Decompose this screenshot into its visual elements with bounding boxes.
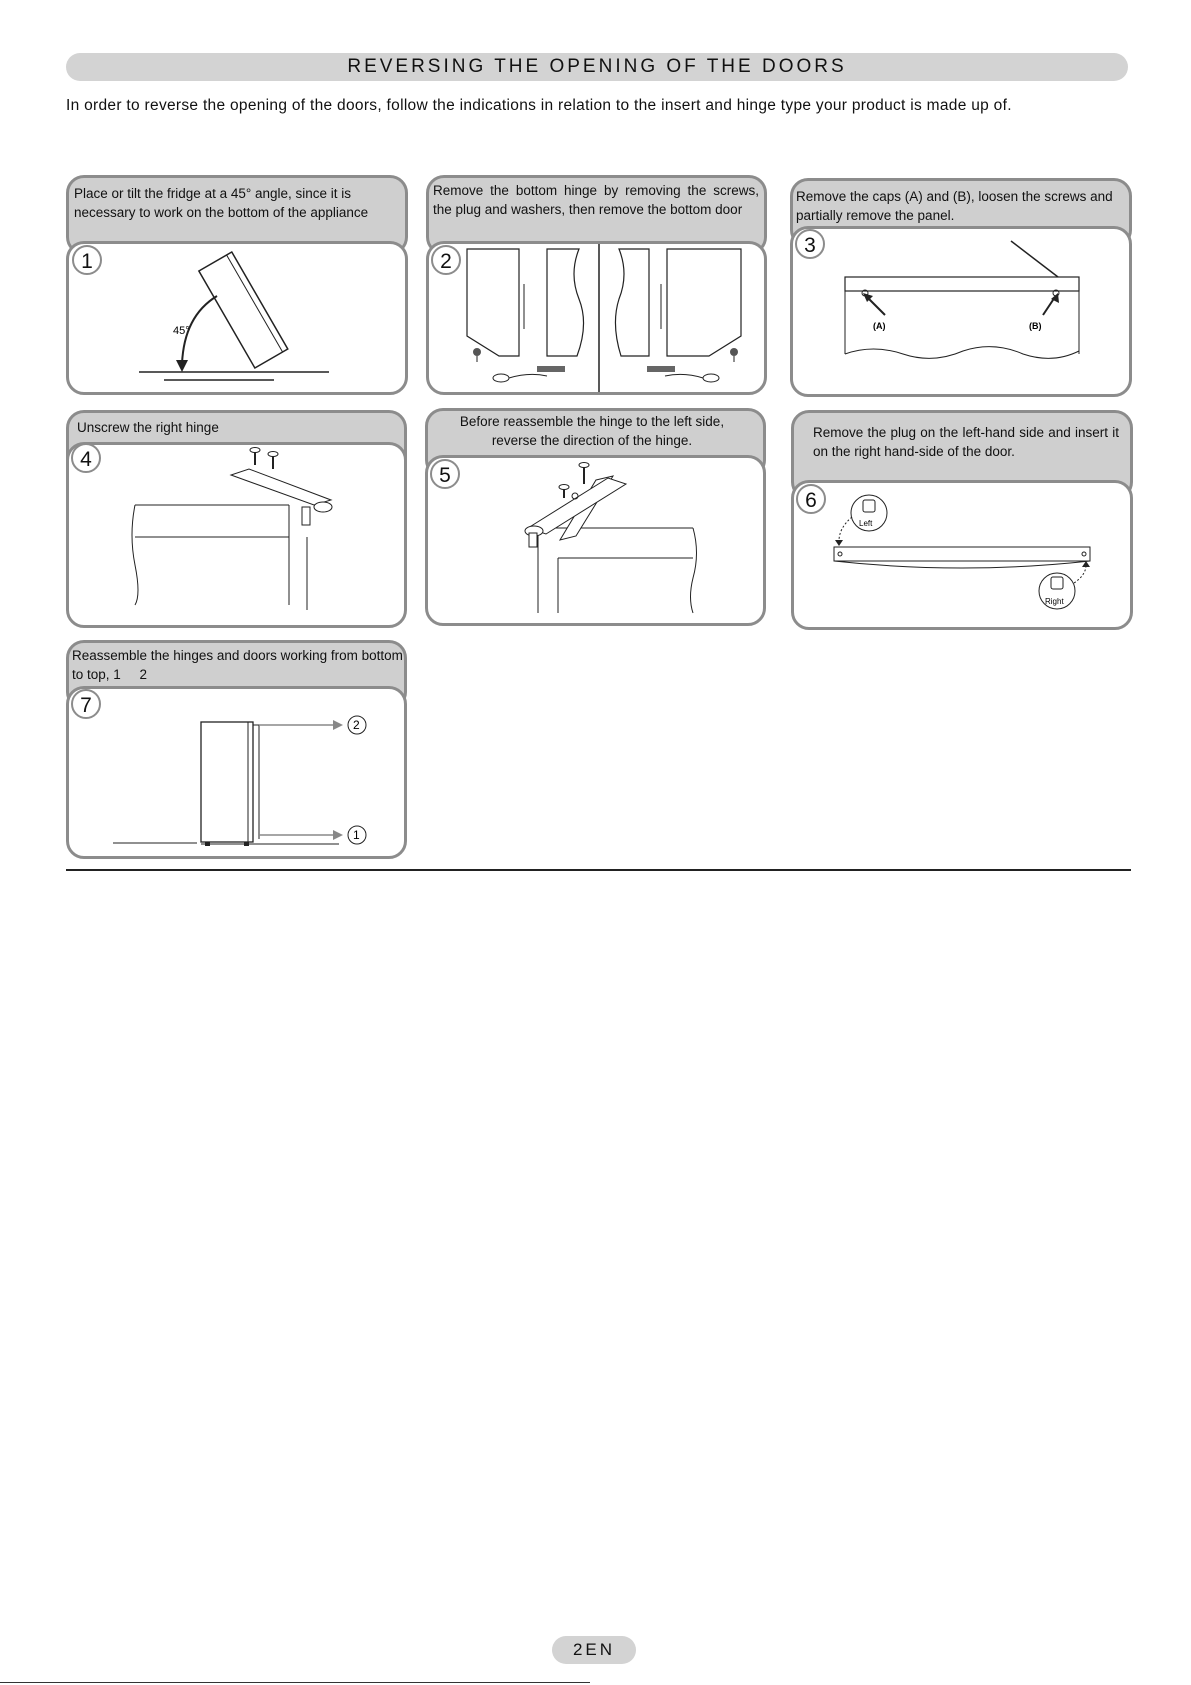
marker-1: 1 — [353, 828, 360, 842]
step-2-card — [426, 175, 767, 395]
step-7-text: Reassemble the hinges and doors working from bottom to top, 1 2 — [72, 648, 407, 682]
step-6-illustration — [791, 480, 1133, 630]
step-6-number: 6 — [796, 484, 826, 514]
step-5-card — [425, 408, 766, 626]
step-5-text: Before reassemble the hinge to the left side, reverse the direction of the hinge. — [459, 414, 725, 448]
page-title: REVERSING THE OPENING OF THE DOORS — [66, 53, 1128, 81]
step-1-number: 1 — [72, 245, 102, 275]
step-4-illustration — [66, 442, 407, 628]
step-2-illustration — [426, 241, 767, 395]
step-7-number: 7 — [71, 689, 101, 719]
marker-2: 2 — [353, 718, 360, 732]
panel-removal-illustration — [793, 229, 1132, 397]
step-1-card — [66, 175, 408, 395]
step-7-illustration — [66, 686, 407, 859]
cap-a-label: (A) — [873, 321, 886, 331]
step-6-text: Remove the plug on the left-hand side and insert it on the right hand-side of the door. — [813, 425, 1119, 459]
angle-label: 45° — [173, 325, 190, 337]
step-4-text: Unscrew the right hinge — [77, 420, 219, 435]
step-3-illustration — [790, 226, 1132, 397]
footer-line — [0, 1682, 590, 1683]
tilted-fridge-illustration — [69, 244, 408, 395]
plug-swap-illustration — [794, 483, 1133, 630]
right-label: Right — [1045, 597, 1064, 606]
step-5-illustration — [425, 455, 766, 626]
unscrew-hinge-illustration — [69, 445, 407, 628]
page-number: 2EN — [552, 1636, 636, 1664]
step-3-text: Remove the caps (A) and (B), loosen the screws and partially remove the panel. — [796, 189, 1113, 223]
step-2-text: Remove the bottom hinge by removing the screws, the plug and washers, then remove the bottom door — [433, 183, 759, 217]
step-6-card — [791, 410, 1133, 630]
bottom-hinge-removal-illustration — [429, 244, 767, 395]
step-1-text: Place or tilt the fridge at a 45° angle, since it is necessary to work on the bottom of the appliance — [74, 186, 369, 220]
cap-b-label: (B) — [1029, 321, 1042, 331]
section-divider — [66, 869, 1131, 871]
step-4-card — [66, 410, 407, 628]
step-3-number: 3 — [795, 229, 825, 259]
step-4-number: 4 — [71, 443, 101, 473]
step-2-number: 2 — [431, 245, 461, 275]
step-5-number: 5 — [430, 459, 460, 489]
step-3-card — [790, 178, 1132, 397]
reassemble-illustration — [69, 689, 407, 859]
step-1-illustration — [66, 241, 408, 395]
reverse-hinge-illustration — [428, 458, 766, 626]
intro-text: In order to reverse the opening of the doors, follow the indications in relation to the insert and hinge type your product is made up of. — [66, 97, 1012, 114]
step-7-card — [66, 640, 407, 859]
left-label: Left — [859, 519, 873, 528]
